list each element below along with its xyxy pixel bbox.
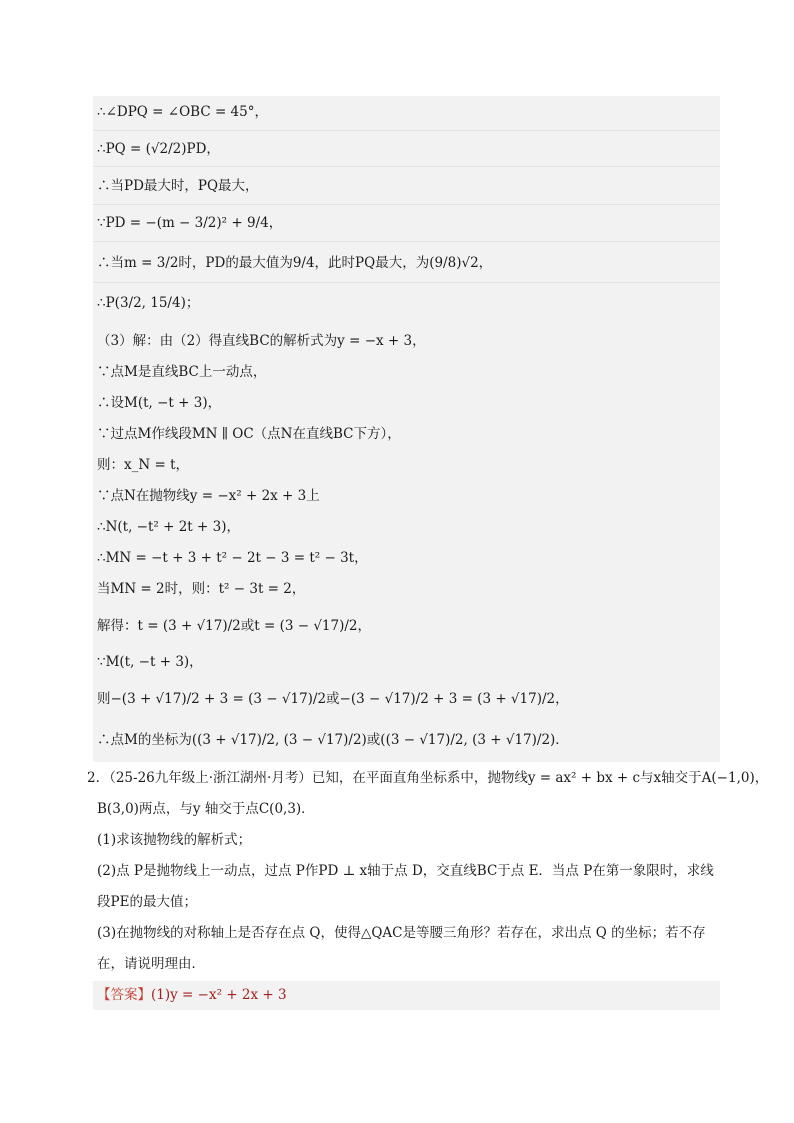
divider: [93, 241, 720, 242]
problem-text: 在，请说明理由．: [97, 956, 205, 972]
solution-line: （3）解：由（2）得直线BC的解析式为y = −x + 3，: [97, 333, 426, 349]
solution-line: ∵点N在抛物线y = −x² + 2x + 3上: [97, 488, 320, 504]
solution-line: ∴点M的坐标为((3 + √17)/2, (3 − √17)/2)或((3 − √17)/2, (3 + √17)/2)．: [97, 732, 569, 748]
answer-tag: 【答案】: [97, 987, 151, 1003]
divider: [93, 282, 720, 283]
solution-line: 解得：t = (3 + √17)/2或t = (3 − √17)/2，: [97, 618, 372, 634]
solution-line: ∴设M(t, −t + 3)，: [97, 395, 222, 411]
solution-line: ∵M(t, −t + 3)，: [97, 654, 203, 670]
problem-text: (3)在抛物线的对称轴上是否存在点 Q，使得△QAC是等腰三角形？若存在，求出点 Q 的坐标；若不存: [97, 925, 706, 941]
solution-line: 当MN = 2时，则：t² − 3t = 2，: [97, 581, 306, 597]
problem-text: B(3,0)两点，与y 轴交于点C(0,3)．: [97, 801, 315, 817]
solution-line: 则−(3 + √17)/2 + 3 = (3 − √17)/2或−(3 − √17)/2 + 3 = (3 + √17)/2，: [97, 691, 569, 707]
solution-line: ∴当m = 3/2时，PD的最大值为9/4，此时PQ最大，为(9/8)√2，: [97, 255, 493, 271]
solution-line: ∴P(3/2, 15/4)；: [97, 295, 200, 311]
problem-text: 段PE的最大值；: [97, 894, 197, 910]
problem-text: 2．（25-26九年级上·浙江湖州·月考）已知，在平面直角坐标系中，抛物线y = ax² + bx + c与x轴交于A(−1,0)，: [87, 770, 769, 786]
answer-text: (1)y = −x² + 2x + 3: [151, 987, 287, 1003]
problem-text: (2)点 P是抛物线上一动点，过点 P作PD ⊥ x轴于点 D，交直线BC于点 E．当点 P在第一象限时，求线: [97, 863, 714, 879]
divider: [93, 166, 720, 167]
solution-line: ∴当PD最大时，PQ最大，: [97, 178, 259, 194]
solution-line: ∴N(t, −t² + 2t + 3)，: [97, 519, 240, 535]
solution-line: ∴PQ = (√2/2)PD，: [97, 141, 220, 157]
divider: [93, 204, 720, 205]
solution-line: ∴∠DPQ = ∠OBC = 45°，: [97, 104, 268, 120]
solution-line: 则：x_N = t，: [97, 457, 189, 473]
answer-line: [97, 981, 287, 1010]
divider: [93, 130, 720, 131]
solution-line: ∴MN = −t + 3 + t² − 2t − 3 = t² − 3t，: [97, 550, 368, 566]
problem-text: (1)求该抛物线的解析式；: [97, 832, 252, 848]
solution-line: ∵点M是直线BC上一动点，: [97, 364, 267, 380]
solution-line: ∵过点M作线段MN ∥ OC（点N在直线BC下方），: [97, 426, 401, 442]
solution-line: ∵PD = −(m − 3/2)² + 9/4，: [97, 215, 283, 231]
